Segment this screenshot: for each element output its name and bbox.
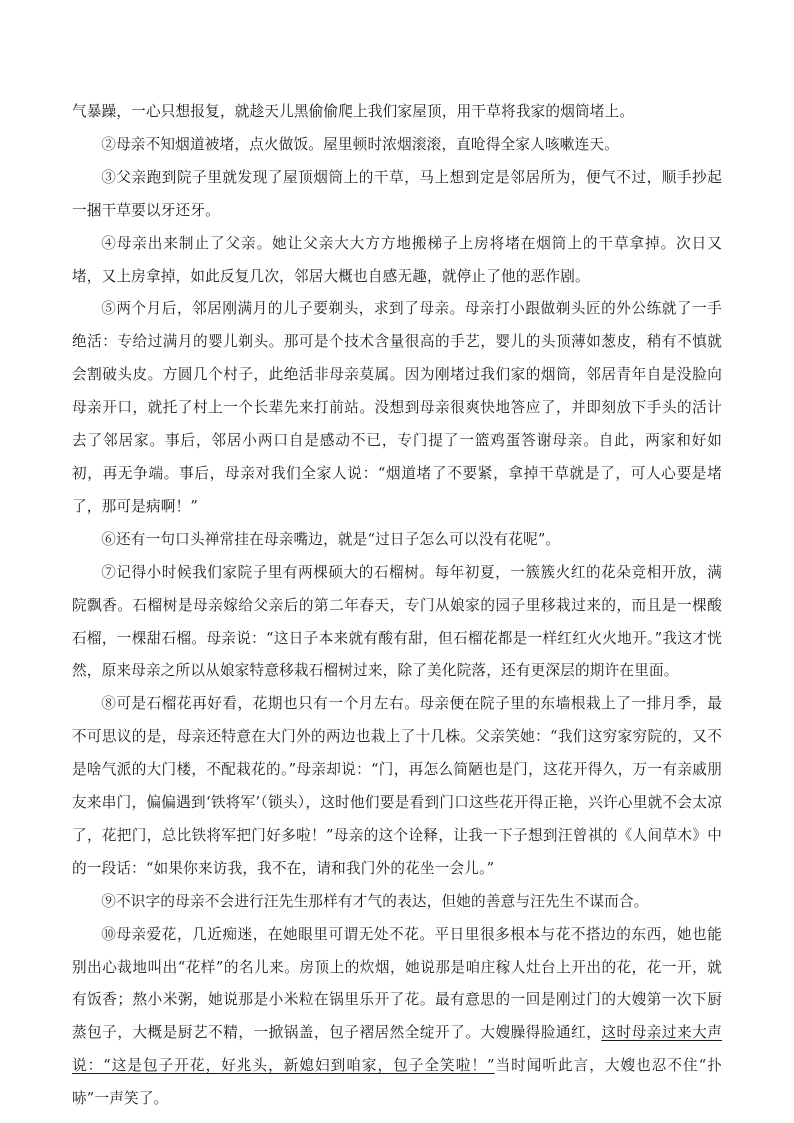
- paragraph-10: [72, 919, 722, 1116]
- underlined-quote: 这时母亲过来大声说：“这是包子开花，好兆头，新媳妇到咱家，包子全笑啦！”: [72, 1024, 722, 1075]
- paragraph-9: ⑨不识字的母亲不会进行汪先生那样有才气的表达，但她的善意与汪先生不谋而合。: [101, 892, 649, 910]
- paragraph-10-text-before: ⑩母亲爱花，几近痴迷，在她眼里可谓无处不花。平日里很多根本与花不搭边的东西，她也能别出心裁地叫出“花样”的名儿来。房顶上的炊烟，她说那是咱庄稼人灶台上开出的花，花一开，就有饭香；熬小米粥，她说那是小米粒在锅里乐开了花。最有意思的一回是刚过门的大嫂第一次下厨蒸包子，大概是厨艺不精，一掀锅盖，包子褶居然全绽开了。大嫂臊得脸通红，: [72, 925, 722, 1042]
- paragraph-8: ⑧可是石榴花再好看，花期也只有一个月左右。母亲便在院子里的东墙根栽上了一排月季，最不可思议的是，母亲还特意在大门外的两边也栽上了十几株。父亲笑她：“我们这穷家穷院的，又不是啥气派的大门楼，不配栽花的。”母亲却说：“门，再怎么简陋也是门，这花开得久，万一有亲戚朋友来串门，偏偏遇到‘铁将军’（锁头），这时他们要是看到门口这些花开得正艳，兴许心里就不会太凉了，花把门，总比铁将军把门好多啦！”母亲的这个诠释，让我一下子想到汪曾祺的《人间草木》中的一段话：“如果你来访我，我不在，请和我门外的花坐一会儿。”: [72, 695, 722, 877]
- paragraph-7: ⑦记得小时候我们家院子里有两棵硕大的石榴树。每年初夏，一簇簇火红的花朵竞相开放，满院飘香。石榴树是母亲嫁给父亲后的第二年春天，专门从娘家的园子里移栽过来的，而且是一棵酸石榴，一棵甜石榴。母亲说：“这日子本来就有酸有甜，但石榴花都是一样红红火火地开。”我这才恍然，原来母亲之所以从娘家特意移栽石榴树过来，除了美化院落，还有更深层的期许在里面。: [72, 563, 722, 680]
- paragraph-continued: 气暴躁，一心只想报复，就趁天儿黑偷偷爬上我们家屋顶，用干草将我家的烟筒堵上。: [72, 103, 635, 120]
- paragraph-5: ⑤两个月后，邻居刚满月的儿子要剃头，求到了母亲。母亲打小跟做剃头匠的外公练就了一手绝活：专给过满月的婴儿剃头。那可是个技术含量很高的手艺，婴儿的头顶薄如葱皮，稍有不慎就会割破头皮。方圆几个村子，此绝活非母亲莫属。因为刚堵过我们家的烟筒，邻居青年自是没脸向母亲开口，就托了村上一个长辈先来打前站。没想到母亲很爽快地答应了，并即刻放下手头的活计去了邻居家。事后，邻居小两口自是感动不已，专门提了一篮鸡蛋答谢母亲。自此，两家和好如初，再无争端。事后，母亲对我们全家人说：“烟道堵了不要紧，拿掉干草就是了，可人心要是堵了，那可是病啊！”: [72, 300, 722, 515]
- paragraph-4: ④母亲出来制止了父亲。她让父亲大大方方地搬梯子上房将堵在烟筒上的干草拿掉。次日又堵，又上房拿掉，如此反复几次，邻居大概也自感无趣，就停止了他的恶作剧。: [72, 234, 722, 285]
- paragraph-3: ③父亲跑到院子里就发现了屋顶烟筒上的干草，马上想到定是邻居所为，便气不过，顺手抄起一捆干草要以牙还牙。: [72, 168, 722, 219]
- paragraph-10-text-after: 当时闻听此言，大嫂也忍不住“扑哧”一声笑了。: [72, 1057, 722, 1108]
- paragraph-6: ⑥还有一句口头禅常挂在母亲嘴边，就是“过日子怎么可以没有花呢”。: [101, 530, 561, 548]
- paragraph-2: ②母亲不知烟道被堵，点火做饭。屋里顿时浓烟滚滚，直呛得全家人咳嗽连天。: [101, 135, 619, 153]
- document-page: [72, 96, 722, 1116]
